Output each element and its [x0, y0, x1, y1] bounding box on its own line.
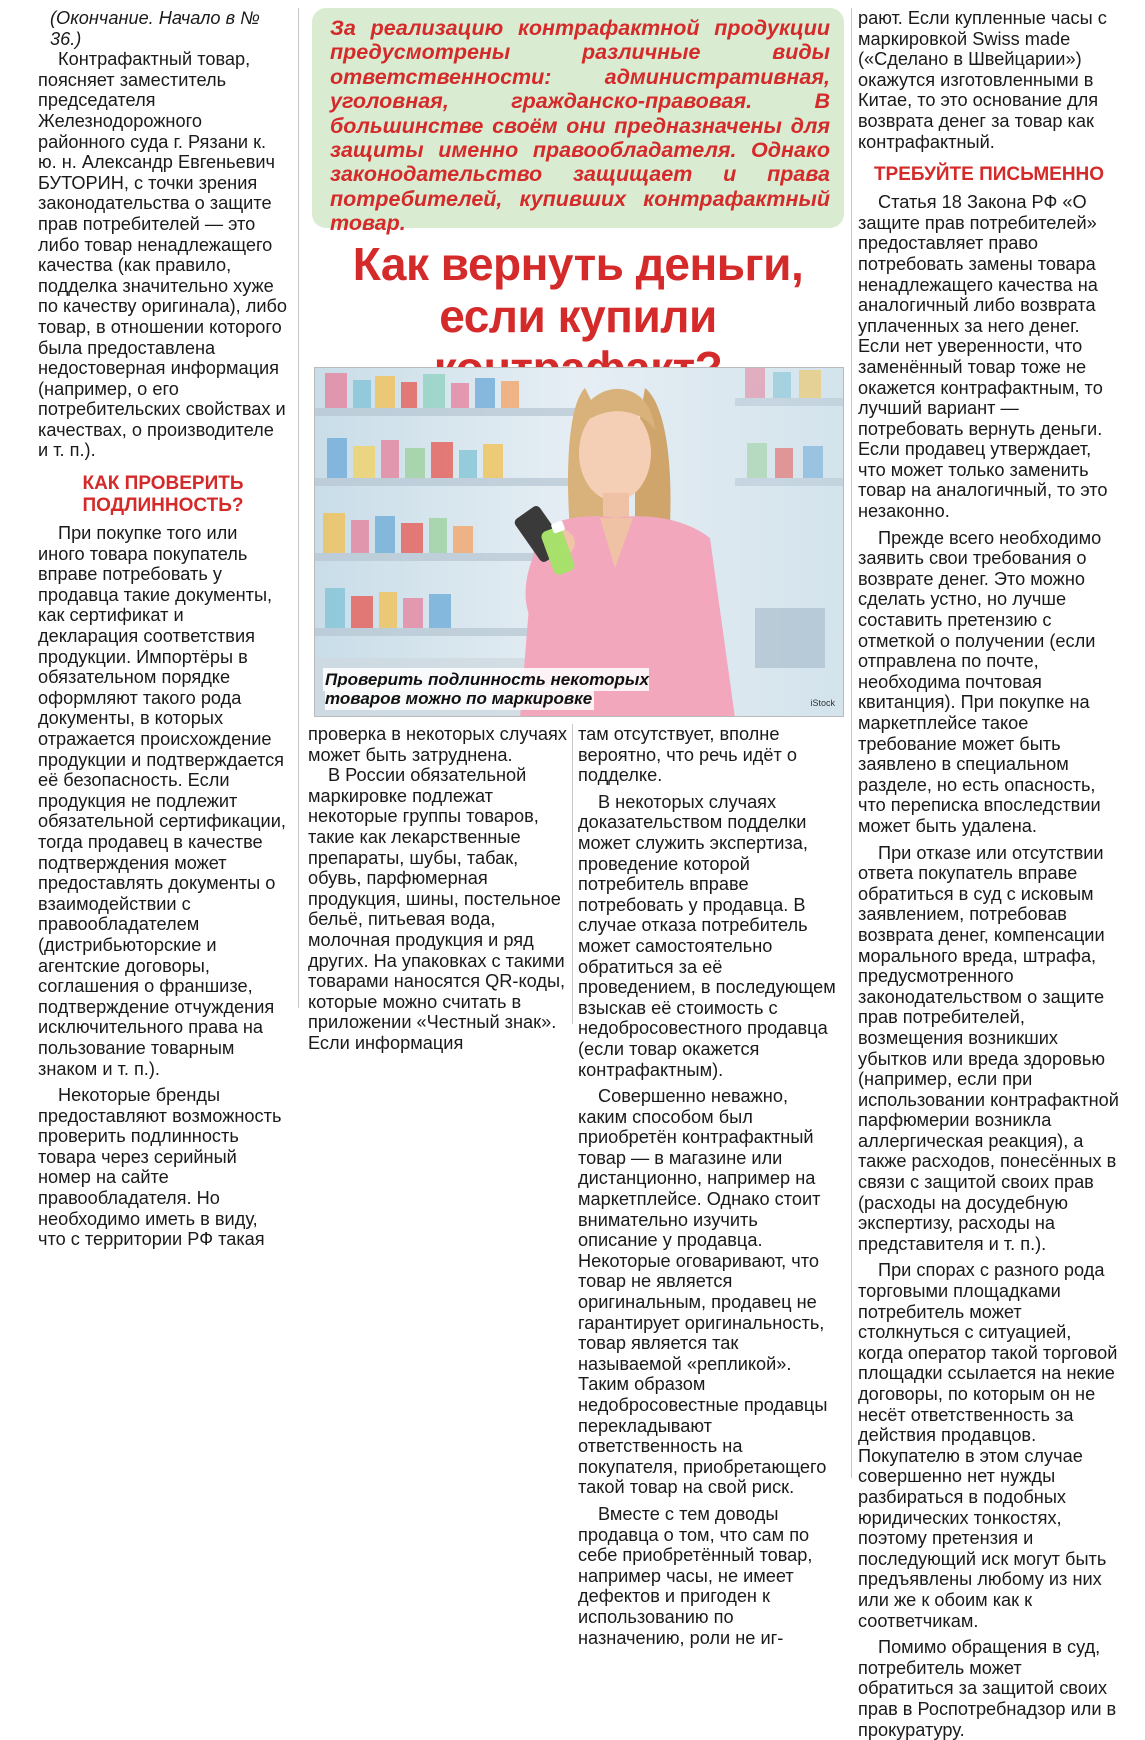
- paragraph: Прежде всего необходимо заявить свои требования о возврате денег. Это можно сделать устно, но лучше составить претензию с отметкой о получении (если отправлена по почте, необходима почтовая квитанция). При покупке на маркетплейсе такое требование может быть заявлено в специальном разделе, но есть опасность, что переписка впоследствии может быть удалена.: [858, 527, 1102, 836]
- paragraph: В некоторых случаях доказательством подделки может служить экспертиза, проведение которой потребитель вправе потребовать у продавца. В случае отказа потребитель может самостоятельно обратиться за её проведением, в последующем взыскав её стоимость с недобросовестного продавца (если товар окажется контрафактным).: [578, 791, 836, 1080]
- column-3: [578, 724, 840, 1648]
- paragraph: рают. Если купленные часы с маркировкой Swiss made («Сделано в Швейцарии») окажутся изготовленными в Китае, то это основание для возврата денег за товар как контрафактный.: [858, 8, 1107, 152]
- photo-caption: Проверить подлинность некоторых товаров можно по маркировке: [325, 670, 649, 708]
- paragraph: Статья 18 Закона РФ «О защите прав потребителей» предоставляет право потребовать замены товара ненадлежащего качества на аналогичный либо возврата уплаченных за него денег. Если нет уверенности, что заменённый товар тоже не окажется контрафактным, то лучший вариант — потребовать вернуть деньги. Если продавец утверждает, что может только заменить товар на аналогичный, то это незаконно.: [858, 192, 1108, 522]
- paragraph: Некоторые бренды предоставляют возможность проверить подлинность товара через серийный номер на сайте правообладателя. Но необходимо иметь в виду, что с территории РФ такая: [38, 1085, 282, 1250]
- paragraph: Совершенно неважно, каким способом был приобретён контрафактный товар — в магазине или дистанционно, например на маркетплейсе. Однако стоит внимательно изучить описание у продавца. Некоторые оговаривают, что товар не является оригинальным, продавец не гарантирует оригинальность, товар является так называемой «репликой». Таким образом недобросовестные продавцы перекладывают ответственность на покупателя, приобретающего такой товар на свой риск.: [578, 1086, 828, 1498]
- column-2: [308, 724, 568, 1054]
- paragraph: При спорах с разного рода торговыми площадками потребитель может столкнуться с ситуацией, когда оператор такой торговой площадки ссылается на некие договоры, по которым он не несёт ответственность за действия продавцов. Покупателю в этом случае совершенно нет нужды разбираться в подобных юридических тонкостях, поэтому претензия и последующий иск могут быть предъявлены любому из них или же к обоим как к соответчикам.: [858, 1260, 1118, 1631]
- column-rule: [572, 724, 573, 1024]
- photo-credit: iStock: [810, 698, 835, 708]
- paragraph: Помимо обращения в суд, потребитель может обратиться за защитой своих прав в Роспотребнадзор или в прокуратуру.: [858, 1637, 1117, 1740]
- section-heading-in-writing: ТРЕБУЙТЕ ПИСЬМЕННО: [873, 164, 1105, 186]
- paragraph: При покупке того или иного товара покупатель вправе потребовать у продавца такие документы, как сертификат и декларация соответствия продукции. Импортёры в обязательном порядке оформляют такого рода документы, в которых отражается происхождение продукции и подтверждается её безопасность. Если продукция не подлежит обязательной сертификации, тогда продавец в качестве подтверждения может предоставлять документы о взаимодействии с правообладателем (дистрибьюторские и агентские договоры, соглашения о франшизе, подтверждение отчуждения исключительного права на пользование товарным знаком и т. п.).: [38, 523, 286, 1079]
- continuation-note: (Окончание. Начало в № 36.): [50, 8, 260, 49]
- paragraph: При отказе или отсутствии ответа покупатель вправе обратиться в суд с исковым заявлением, потребовав возврата денег, компенсации морального вреда, штрафа, предусмотренного законодательством о защите прав потребителей, возмещения возникших убытков или вреда здоровью (например, если при использовании контрафактной парфюмерии возникла аллергическая реакция), а также расходов, понесённых в связи с защитой своих прав (расходы на досудебную экспертизу, расходы на представителя и т. п.).: [858, 842, 1119, 1254]
- column-rule: [851, 8, 852, 1478]
- paragraph: проверка в некоторых случаях может быть затруднена.: [308, 724, 567, 765]
- lead-text: За реализацию контрафактной продукции предусмотрены различные виды ответственности: административная, уголовная, гражданско-правовая. В большинстве своём они предназначены для защиты именно правообладателя. Однако законодательство защищает и права потребителей, купивших контрафактный товар.: [330, 16, 830, 236]
- column-rule: [298, 8, 299, 1008]
- section-heading-authenticity: КАК ПРОВЕРИТЬ ПОДЛИННОСТЬ?: [82, 473, 244, 517]
- lead-box: [312, 8, 844, 236]
- paragraph: там отсутствует, вполне вероятно, что речь идёт о подделке.: [578, 724, 798, 786]
- paragraph: Контрафактный товар, поясняет заместитель председателя Железнодорожного районного суда г. Рязани к. ю. н. Александр Евгеньевич БУТОРИН, с точки зрения законодательства о защите прав потребителей — это либо товар ненадлежащего качества (как правило, подделка значительно хуже по качеству оригинала), либо товар, в отношении которого была предоставлена недостоверная информация (например, о его потребительских свойствах и качествах, о производителе и т. п.).: [38, 49, 288, 461]
- article-photo: [314, 367, 844, 717]
- column-4: [858, 8, 1120, 1740]
- paragraph: В России обязательной маркировке подлежат некоторые группы товаров, такие как лекарственные препараты, шубы, табак, обувь, парфюмерная продукция, шины, постельное бельё, питьевая вода, молочная продукция и ряд других. На упаковках с такими товарами наносятся QR-коды, которые можно считать в приложении «Честный знак». Если информация: [308, 765, 566, 1053]
- column-1: [38, 8, 288, 1250]
- photo-illustration: [315, 368, 844, 717]
- paragraph: Вместе с тем доводы продавца о том, что сам по себе приобретённый товар, например часы, не имеет дефектов и пригоден к использованию по назначению, роли не иг-: [578, 1503, 813, 1648]
- article-headline: Как вернуть деньги, если купили: [352, 238, 804, 342]
